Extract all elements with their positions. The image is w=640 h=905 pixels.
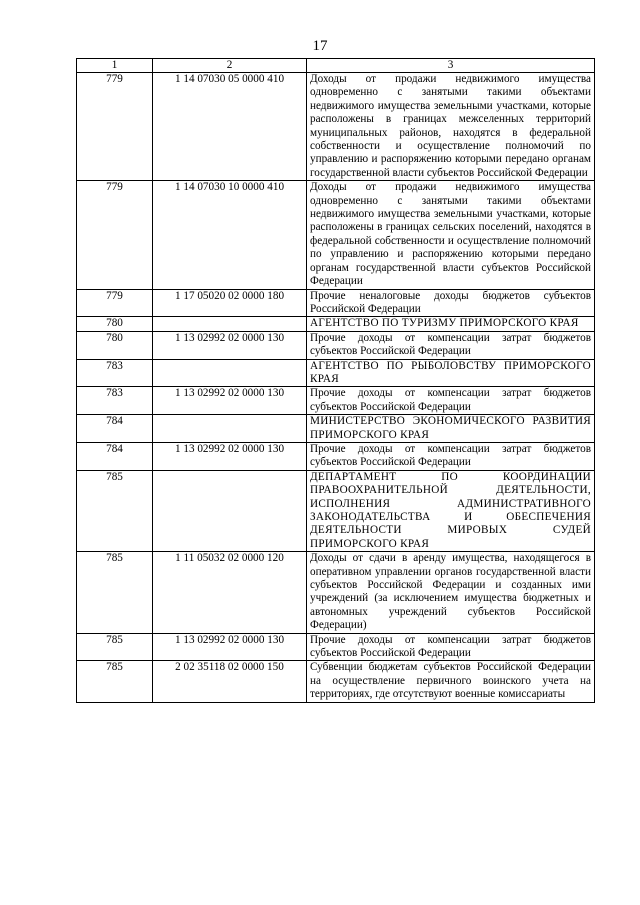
revenue-code-cell xyxy=(153,470,307,551)
revenue-code-cell: 1 13 02992 02 0000 130 xyxy=(153,633,307,661)
table-row xyxy=(77,470,595,551)
column-header-2: 2 xyxy=(153,59,307,73)
admin-code-cell: 784 xyxy=(77,415,153,443)
revenue-code-cell: 2 02 35118 02 0000 150 xyxy=(153,661,307,702)
agency-name-cell: АГЕНТСТВО ПО РЫБОЛОВСТВУ ПРИМОРСКОГО КРАЯ xyxy=(307,359,595,387)
revenue-code-cell: 1 13 02992 02 0000 130 xyxy=(153,387,307,415)
admin-code-cell: 779 xyxy=(77,289,153,317)
description-cell: Доходы от сдачи в аренду имущества, находящегося в оперативном управлении органов государственной власти субъектов Российской Федерации и созданных ими учреждений (за исключением имущества бюджетных и автономных учреждений субъектов Российской Федерации) xyxy=(307,552,595,633)
table-row xyxy=(77,317,595,331)
description-cell: Субвенции бюджетам субъектов Российской Федерации на осуществление первичного воинского учета на территориях, где отсутствуют военные комиссариаты xyxy=(307,661,595,702)
description-cell: Прочие доходы от компенсации затрат бюджетов субъектов Российской Федерации xyxy=(307,633,595,661)
admin-code-cell: 785 xyxy=(77,661,153,702)
admin-code-cell: 783 xyxy=(77,387,153,415)
admin-code-cell: 785 xyxy=(77,470,153,551)
table-row xyxy=(77,387,595,415)
admin-code-cell: 779 xyxy=(77,181,153,289)
column-header-3: 3 xyxy=(307,59,595,73)
admin-code-cell: 780 xyxy=(77,331,153,359)
description-cell: Доходы от продажи недвижимого имущества одновременно с занятыми такими объектами недвижимого имущества земельными участками, которые расположены в границах сельских поселений, находятся в федеральной собственности и осуществление полномочий по управлению и распоряжению которыми передано органам государственной власти субъектов Российской Федерации xyxy=(307,181,595,289)
description-cell: Прочие доходы от компенсации затрат бюджетов субъектов Российской Федерации xyxy=(307,331,595,359)
table-row xyxy=(77,331,595,359)
revenue-code-cell: 1 11 05032 02 0000 120 xyxy=(153,552,307,633)
admin-code-cell: 785 xyxy=(77,552,153,633)
table-row xyxy=(77,73,595,181)
description-cell: Доходы от продажи недвижимого имущества одновременно с занятыми такими объектами недвижимого имущества земельными участками, которые расположены в границах межселенных территорий муниципальных районов, находятся в федеральной собственности и осуществление полномочий по управлению и распоряжению которыми передано органам государственной власти субъектов Российской Федерации xyxy=(307,73,595,181)
revenue-code-cell: 1 17 05020 02 0000 180 xyxy=(153,289,307,317)
agency-name-cell: АГЕНТСТВО ПО ТУРИЗМУ ПРИМОРСКОГО КРАЯ xyxy=(307,317,595,331)
table-row xyxy=(77,552,595,633)
revenue-code-cell xyxy=(153,415,307,443)
description-cell: Прочие доходы от компенсации затрат бюджетов субъектов Российской Федерации xyxy=(307,442,595,470)
header-row xyxy=(77,59,595,73)
revenue-code-cell: 1 14 07030 05 0000 410 xyxy=(153,73,307,181)
table-row xyxy=(77,415,595,443)
revenue-code-cell xyxy=(153,317,307,331)
table-row xyxy=(77,289,595,317)
table-row xyxy=(77,181,595,289)
table-row xyxy=(77,633,595,661)
page-number: 17 xyxy=(312,38,328,54)
agency-name-cell: МИНИСТЕРСТВО ЭКОНОМИЧЕСКОГО РАЗВИТИЯ ПРИМОРСКОГО КРАЯ xyxy=(307,415,595,443)
revenue-codes-table xyxy=(76,58,595,703)
description-cell: Прочие доходы от компенсации затрат бюджетов субъектов Российской Федерации xyxy=(307,387,595,415)
table-row xyxy=(77,661,595,702)
admin-code-cell: 779 xyxy=(77,73,153,181)
revenue-code-cell xyxy=(153,359,307,387)
table-row xyxy=(77,359,595,387)
description-cell: Прочие неналоговые доходы бюджетов субъектов Российской Федерации xyxy=(307,289,595,317)
table-row xyxy=(77,442,595,470)
admin-code-cell: 783 xyxy=(77,359,153,387)
admin-code-cell: 785 xyxy=(77,633,153,661)
admin-code-cell: 780 xyxy=(77,317,153,331)
revenue-code-cell: 1 13 02992 02 0000 130 xyxy=(153,331,307,359)
revenue-code-cell: 1 14 07030 10 0000 410 xyxy=(153,181,307,289)
revenue-code-cell: 1 13 02992 02 0000 130 xyxy=(153,442,307,470)
column-header-1: 1 xyxy=(77,59,153,73)
admin-code-cell: 784 xyxy=(77,442,153,470)
agency-name-cell: ДЕПАРТАМЕНТ ПО КООРДИНАЦИИ ПРАВООХРАНИТЕЛЬНОЙ ДЕЯТЕЛЬНОСТИ, ИСПОЛНЕНИЯ АДМИНИСТРАТИВНОГО ЗАКОНОДАТЕЛЬСТВА И ОБЕСПЕЧЕНИЯ ДЕЯТЕЛЬНОСТИ МИРОВЫХ СУДЕЙ ПРИМОРСКОГО КРАЯ xyxy=(307,470,595,551)
